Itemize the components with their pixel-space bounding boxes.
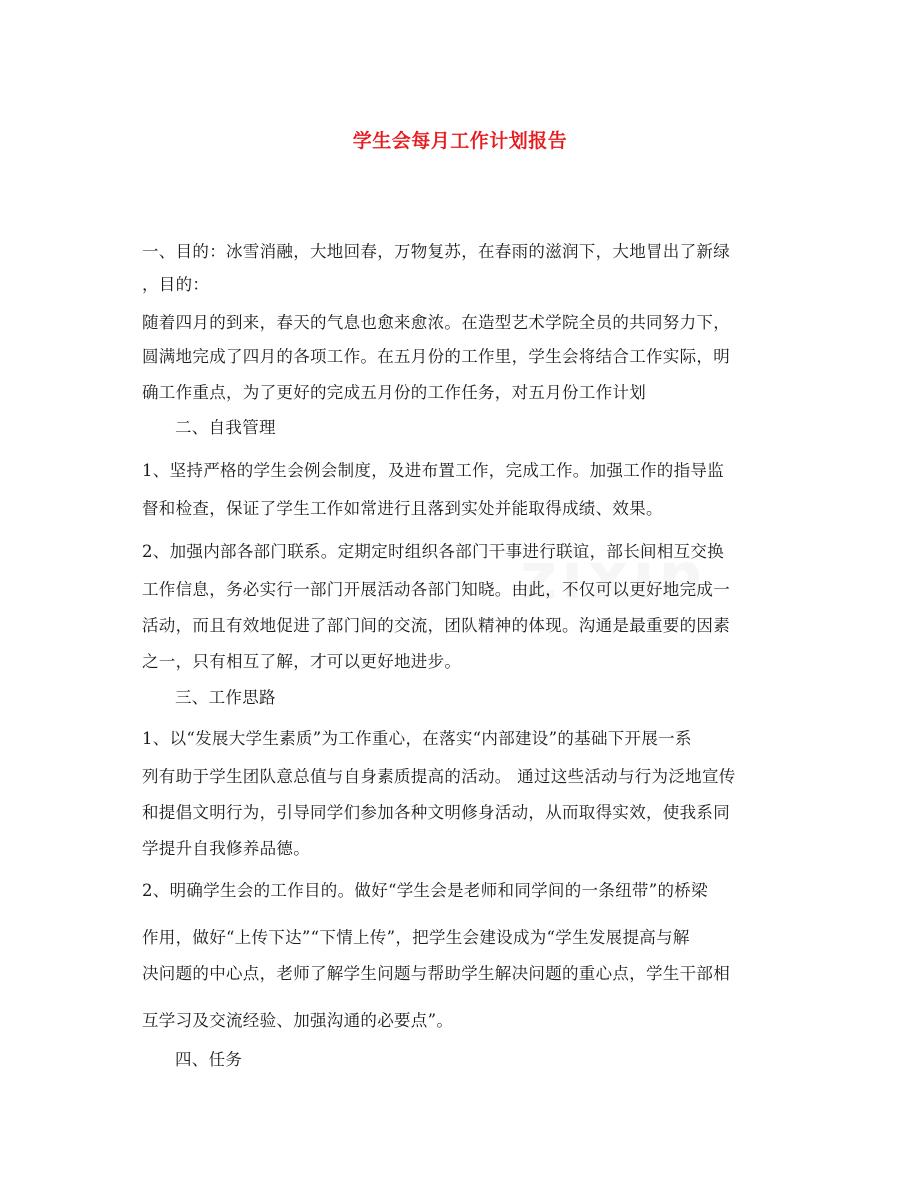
paragraph-line: 确工作重点，为了更好的完成五月份的工作任务，对五月份工作计划 [142, 383, 646, 402]
section-heading: 二、自我管理 [175, 418, 276, 437]
paragraph-line: 学提升自我修养品德。 [142, 839, 310, 858]
paragraph-line: 列有助于学生团队意总值与自身素质提高的活动。 通过这些活动与行为泛地宣传 [142, 767, 736, 786]
paragraph-line: 决问题的中心点，老师了解学生问题与帮助学生解决问题的重心点，学生干部相 [142, 964, 730, 983]
paragraph-line: 1、以“发展大学生素质”为工作重心，在落实“内部建设”的基础下开展一系 [142, 729, 692, 748]
paragraph-line: ，目的： [142, 275, 210, 294]
paragraph-line: 工作信息，务必实行一部门开展活动各部门知晓。由此，不仅可以更好地完成一 [142, 580, 730, 599]
paragraph-line: 作用，做好“上传下达”“下情上传”，把学生会建设成为“学生发展提高与解 [142, 928, 690, 947]
paragraph-line: 圆满地完成了四月的各项工作。在五月份的工作里，学生会将结合工作实际，明 [142, 347, 730, 366]
paragraph-line: 之一，只有相互了解，才可以更好地进步。 [142, 652, 462, 671]
paragraph-line: 1、坚持严格的学生会例会制度，及进布置工作，完成工作。加强工作的指导监 [142, 461, 724, 480]
paragraph-line: 互学习及交流经验、加强沟通的必要点”。 [142, 1011, 454, 1030]
document-title: 学生会每月工作计划报告 [352, 130, 568, 152]
paragraph-line: 督和检查，保证了学生工作如常进行且落到实处并能取得成绩、效果。 [142, 499, 663, 518]
paragraph-line: 活动，而且有效地促进了部门间的交流，团队精神的体现。沟通是最重要的因素 [142, 616, 730, 635]
paragraph-line: 随着四月的到来，春天的气息也愈来愈浓。在造型艺术学院全员的共同努力下， [142, 313, 730, 332]
paragraph-line: 2、加强内部各部门联系。定期定时组织各部门干事进行联谊，部长间相互交换 [142, 542, 724, 561]
section-heading: 三、工作思路 [175, 688, 276, 707]
paragraph-line: 和提倡文明行为，引导同学们参加各种文明修身活动，从而取得实效，使我系同 [142, 803, 730, 822]
section-heading: 四、任务 [175, 1050, 243, 1069]
paragraph-line: 2、明确学生会的工作目的。做好“学生会是老师和同学间的一条纽带”的桥梁 [142, 881, 708, 900]
paragraph-line: 一、目的：冰雪消融，大地回春，万物复苏，在春雨的滋润下，大地冒出了新绿 [142, 242, 730, 261]
